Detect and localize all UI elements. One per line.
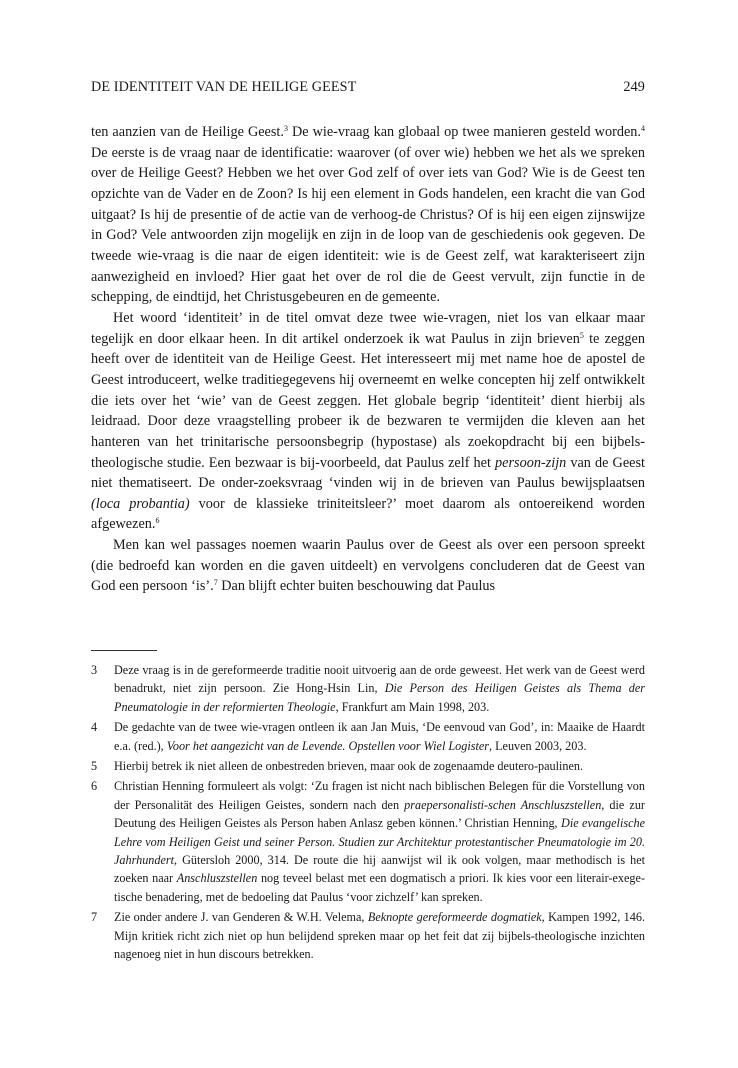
footnote-separator bbox=[91, 650, 157, 651]
footnote-number: 5 bbox=[91, 759, 98, 774]
paragraph-3: Men kan wel passages noemen waarin Paulus over de Geest als over een persoon spreekt (die bedroefd kan worden en die gaven uitdeelt) en vervolgens concluderen dat de Geest van God een persoon ‘is’.$^7$ Dan blijft echter buiten beschouwing dat Paulus bbox=[91, 537, 645, 595]
footnote-7: 7 Zie onder andere J. van Genderen & W.H. Velema, Beknopte gereformeerde dogmatiek, Kampen 1992, 146. Mijn kritiek richt zich niet op hun belijdend spreken maar op het feit dat zij bijbels-theologische inzichten nagenoeg niet in hun discours betrekken. bbox=[91, 908, 645, 963]
paragraph-2: Het woord ‘identiteit’ in de titel omvat deze twee wie-vragen, niet los van elkaar maar tegelijk en door elkaar heen. In dit artikel onderzoek ik wat Paulus in zijn brieven$^5$ te zeggen heeft over de identiteit van de Heilige Geest. Het interesseert mij met name hoe de apostel de Geest introduceert, welke traditiegegevens hij overneemt en welke concepten hij zelf ontwikkelt die iets over het ‘wie’ van de Geest zeggen. Het globale begrip ‘identiteit’ dient hierbij als leidraad. Door deze vraagstelling probeer ik de bezwaren te vermijden die kleven aan het hanteren van het trinitarische persoonsbegrip (hypostase) als zoekopdracht bij een bijbels-theologische studie. Een bezwaar is bij-voorbeeld, dat Paulus zelf het persoon-zijn van de Geest niet thematiseert. De onder-zoeksvraag ‘vinden wij in de brieven van Paulus bewijsplaatsen (loca probantia) voor de klassieke triniteitsleer?’ moet daarom als ontoereikend worden afgewezen.$^6$ bbox=[91, 309, 645, 533]
footnote-number: 4 bbox=[91, 720, 98, 735]
footnote-5: 5 Hierbij betrek ik niet alleen de onbestreden brieven, maar ook de zogenaamde deutero-paulinen. bbox=[91, 757, 645, 775]
footnote-number: 6 bbox=[91, 779, 98, 794]
footnote-ref-3[interactable]: 3 bbox=[283, 124, 288, 133]
footnote-4: 4 De gedachte van de twee wie-vragen ontleen ik aan Jan Muis, ‘De eenvoud van God’, in: Maaike de Haardt e.a. (red.), Voor het aangezicht van de Levende. Opstellen voor Wiel Logister, Leuven 2003, 203. bbox=[91, 718, 645, 755]
footnote-6: 6 Christian Henning formuleert als volgt: ‘Zu fragen ist nicht nach biblischen Belegen für die Vorstellung von der Personalität des Heiligen Geistes, sondern nach den praepersonalisti-schen Anschluszstellen, die zur Deutung des Heiligen Geistes als Person haben Anlasz geben können.’ Christian Henning, Die evangelische Lehre vom Heiligen Geist und seiner Person. Studien zur Architektur protestantischer Pneumatologie im 20. Jahrhundert, Gütersloh 2000, 314. De route die hij aanwijst wil ik ook volgen, maar methodisch is het zoeken naar Anschluszstellen nog teveel belast met een dogmatisch a priori. Ik kies voor een literair-exege-tische benadering, met de bedoeling dat Paulus ‘voor zichzelf’ kan spreken. bbox=[91, 777, 645, 906]
footnote-ref-7[interactable]: 7 bbox=[213, 578, 218, 588]
footnote-3: 3 Deze vraag is in de gereformeerde traditie nooit uitvoerig aan de orde geweest. Het werk van de Geest werd benadrukt, niet zijn persoon. Zie Hong-Hsin Lin, Die Person des Heiligen Geistes als Thema der Pneumatologie in der reformierten Theologie, Frankfurt am Main 1998, 203. bbox=[91, 661, 645, 716]
footnote-ref-6[interactable]: 6 bbox=[155, 516, 160, 526]
running-header bbox=[91, 79, 645, 96]
main-text bbox=[91, 122, 645, 597]
paragraph-1: ten aanzien van de Heilige Geest.$^3$ De wie-vraag kan globaal op twee manieren gesteld worden.$^4$ De eerste is de vraag naar de identificatie: waarover (of over wie) hebben we het als we spreken over de Heilige Geest? Hebben we het over God zelf of over iets van God? Wie is de Geest ten opzichte van de Vader en de Zoon? Is hij een element in Gods handelen, een kracht die van God uitgaat? Is hij de presentie of de actie van de verhoog-de Christus? Of is hij een eigen zijnswijze in God? Vele antwoorden zijn mogelijk en zijn in de loop van de geschiedenis ook gegeven. De tweede wie-vraag is die naar de eigen identiteit: wie is de Geest zelf, wat karakteriseert zijn aanwezigheid en invloed? Hier gaat het over de rol die de Geest vervult, zijn functie in de schepping, de eindtijd, het Christusgebeuren en de gemeente. bbox=[91, 124, 645, 306]
footnote-number: 3 bbox=[91, 663, 98, 677]
running-title: DE IDENTITEIT VAN DE HEILIGE GEEST bbox=[91, 79, 357, 95]
footnote-number: 7 bbox=[91, 910, 98, 925]
page-number: 249 bbox=[623, 79, 645, 95]
footnotes bbox=[91, 661, 645, 966]
footnote-ref-5[interactable]: 5 bbox=[579, 330, 584, 340]
footnote-ref-4[interactable]: 4 bbox=[640, 124, 645, 133]
